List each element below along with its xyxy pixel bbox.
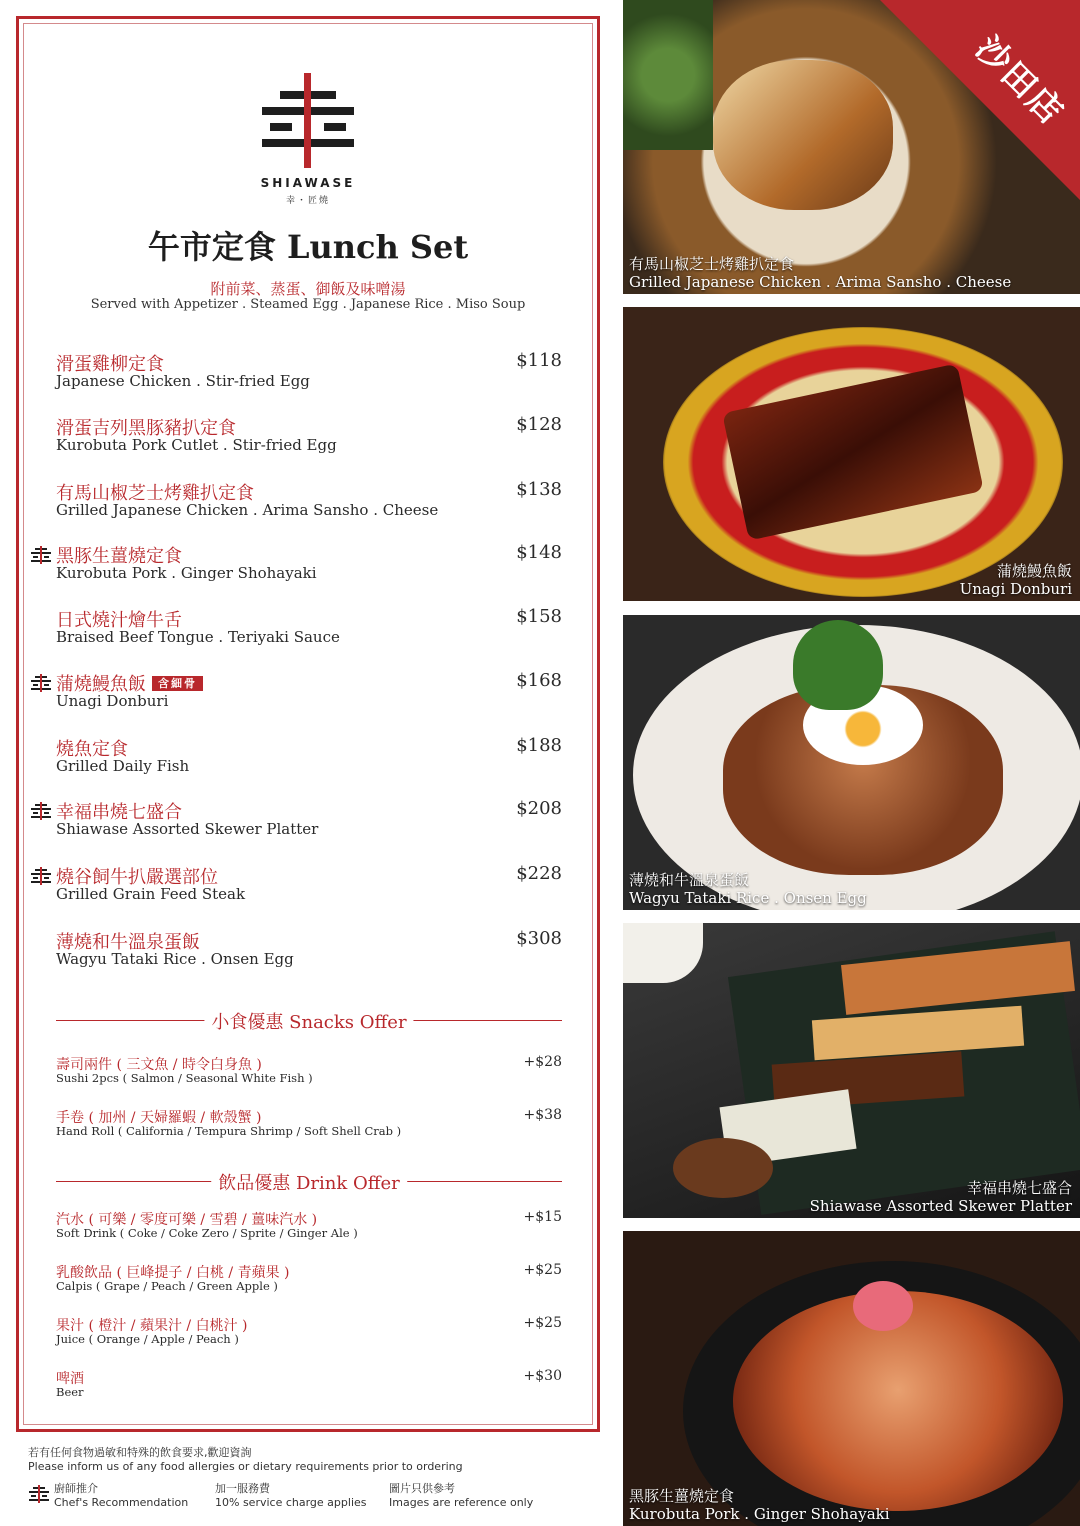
drinks-heading: 飲品優惠 Drink Offer (56, 1169, 562, 1193)
photo-unagi-donburi (623, 307, 1080, 601)
item-name-en: Grilled Japanese Chicken . Arima Sansho . Cheese (56, 501, 439, 519)
images-reference-note: 圖片只供參考 Images are reference only (389, 1482, 534, 1509)
addon-name-zh: 汽水 ( 可樂 / 零度可樂 / 雪碧 / 薑味汽水 ) (56, 1212, 318, 1228)
addon-name-zh: 壽司兩件 ( 三文魚 / 時令白身魚 ) (56, 1057, 262, 1073)
item-name-en: Wagyu Tataki Rice . Onsen Egg (56, 950, 294, 968)
item-price: $208 (516, 798, 562, 819)
addon-price: +$28 (523, 1054, 562, 1070)
item-name-zh: 有馬山椒芝士烤雞扒定食 (56, 483, 254, 504)
item-price: $308 (516, 928, 562, 949)
includes-zh: 附前菜、蒸蛋、御飯及味噌湯 (210, 280, 406, 298)
item-name-en: Kurobuta Pork Cutlet . Stir-fried Egg (56, 436, 337, 454)
menu-item (56, 735, 562, 783)
addon-name-en: Sushi 2pcs ( Salmon / Seasonal White Fish ) (56, 1071, 313, 1085)
addon-name-zh: 啤酒 (56, 1371, 84, 1387)
item-price: $148 (516, 542, 562, 563)
item-name-zh: 日式燒汁燴牛舌 (56, 610, 182, 631)
service-charge-note: 加一服務費 10% service charge applies (215, 1482, 367, 1509)
includes-en: Served with Appetizer . Steamed Egg . Japanese Rice . Miso Soup (90, 297, 526, 312)
fine-bones-tag: 含細骨 (152, 676, 203, 691)
branch-name: 沙田店 (967, 28, 1072, 134)
photo-ginger-pork (623, 1231, 1080, 1526)
photo-skewer-platter (623, 923, 1080, 1218)
snacks-heading: 小食優惠 Snacks Offer (56, 1008, 562, 1032)
menu-item (56, 414, 562, 462)
item-name-zh: 滑蛋雞柳定食 (56, 354, 164, 375)
addon-price: +$25 (523, 1262, 562, 1278)
snack-item (56, 1054, 562, 1090)
item-name-zh: 黑豚生薑燒定食 (56, 546, 182, 567)
photo-caption: 幸福串燒七盛合 Shiawase Assorted Skewer Platter (809, 1179, 1072, 1215)
menu-item (56, 479, 562, 527)
addon-name-zh: 果汁 ( 橙汁 / 蘋果汁 / 白桃汁 ) (56, 1318, 248, 1334)
chef-recommend-legend: 廚師推介 Chef's Recommendation (54, 1482, 189, 1509)
chef-recommend-icon (31, 867, 51, 885)
allergy-note: 若有任何食物過敏和特殊的飲食要求,歡迎資詢 Please inform us of any food allergies or dietary requirements prior to ordering (28, 1446, 463, 1473)
item-name-zh: 燒魚定食 (56, 739, 128, 760)
item-name-zh: 滑蛋吉列黑豚豬扒定食 (56, 418, 236, 439)
menu-item (56, 350, 562, 398)
addon-name-en: Beer (56, 1385, 84, 1399)
chef-recommend-icon (31, 802, 51, 820)
item-price: $228 (516, 863, 562, 884)
photo-caption: 黑豚生薑燒定食 Kurobuta Pork . Ginger Shohayaki (629, 1487, 890, 1523)
item-name-zh: 燒谷飼牛扒嚴選部位 (56, 867, 218, 888)
chef-recommend-icon (31, 674, 51, 692)
item-name-en: Japanese Chicken . Stir-fried Egg (56, 372, 310, 390)
chef-recommend-icon (31, 546, 51, 564)
brand-name: SHIAWASE (260, 176, 356, 190)
item-name-zh: 蒲燒鰻魚飯 含細骨 (56, 670, 203, 696)
item-price: $118 (516, 350, 562, 371)
addon-name-en: Juice ( Orange / Apple / Peach ) (56, 1332, 239, 1346)
menu-item (56, 542, 562, 590)
addon-name-en: Hand Roll ( California / Tempura Shrimp / Soft Shell Crab ) (56, 1124, 402, 1138)
photo-wagyu-tataki (623, 615, 1080, 910)
addon-price: +$38 (523, 1107, 562, 1123)
addon-name-en: Calpis ( Grape / Peach / Green Apple ) (56, 1279, 278, 1293)
item-name-en: Grilled Grain Feed Steak (56, 885, 246, 903)
photo-caption: 蒲燒鰻魚飯 Unagi Donburi (959, 562, 1072, 598)
photo-caption: 有馬山椒芝士烤雞扒定食 Grilled Japanese Chicken . Arima Sansho . Cheese (629, 255, 1012, 291)
item-price: $128 (516, 414, 562, 435)
addon-price: +$30 (523, 1368, 562, 1384)
drink-item (56, 1315, 562, 1351)
menu-item (56, 670, 562, 718)
menu-title: 午市定食 Lunch Set (147, 228, 469, 266)
item-price: $168 (516, 670, 562, 691)
menu-item (56, 606, 562, 654)
item-name-en: Braised Beef Tongue . Teriyaki Sauce (56, 628, 340, 646)
item-price: $158 (516, 606, 562, 627)
menu-item (56, 863, 562, 911)
chef-recommend-icon (29, 1485, 49, 1503)
item-name-en: Grilled Daily Fish (56, 757, 190, 775)
snack-item (56, 1107, 562, 1143)
brand-subtitle: 幸・匠燒 (285, 196, 330, 206)
item-name-zh: 幸福串燒七盛合 (56, 802, 182, 823)
item-name-en: Unagi Donburi (56, 692, 169, 710)
menu-item (56, 798, 562, 846)
shiawase-logo (258, 73, 358, 169)
addon-price: +$25 (523, 1315, 562, 1331)
branch-corner (880, 0, 1080, 200)
drink-item (56, 1209, 562, 1245)
item-name-en: Kurobuta Pork . Ginger Shohayaki (56, 564, 317, 582)
menu-item (56, 928, 562, 976)
item-name-zh: 薄燒和牛溫泉蛋飯 (56, 932, 200, 953)
drink-item (56, 1368, 562, 1404)
drink-item (56, 1262, 562, 1298)
item-name-en: Shiawase Assorted Skewer Platter (56, 820, 319, 838)
photo-grilled-chicken (623, 0, 1080, 294)
item-price: $138 (516, 479, 562, 500)
addon-name-zh: 乳酸飲品 ( 巨峰提子 / 白桃 / 青蘋果 ) (56, 1265, 290, 1281)
item-price: $188 (516, 735, 562, 756)
photo-caption: 薄燒和牛溫泉蛋飯 Wagyu Tataki Rice . Onsen Egg (629, 871, 867, 907)
addon-name-en: Soft Drink ( Coke / Coke Zero / Sprite / Ginger Ale ) (56, 1226, 358, 1240)
addon-name-zh: 手卷 ( 加州 / 天婦羅蝦 / 軟殼蟹 ) (56, 1110, 262, 1126)
addon-price: +$15 (523, 1209, 562, 1225)
